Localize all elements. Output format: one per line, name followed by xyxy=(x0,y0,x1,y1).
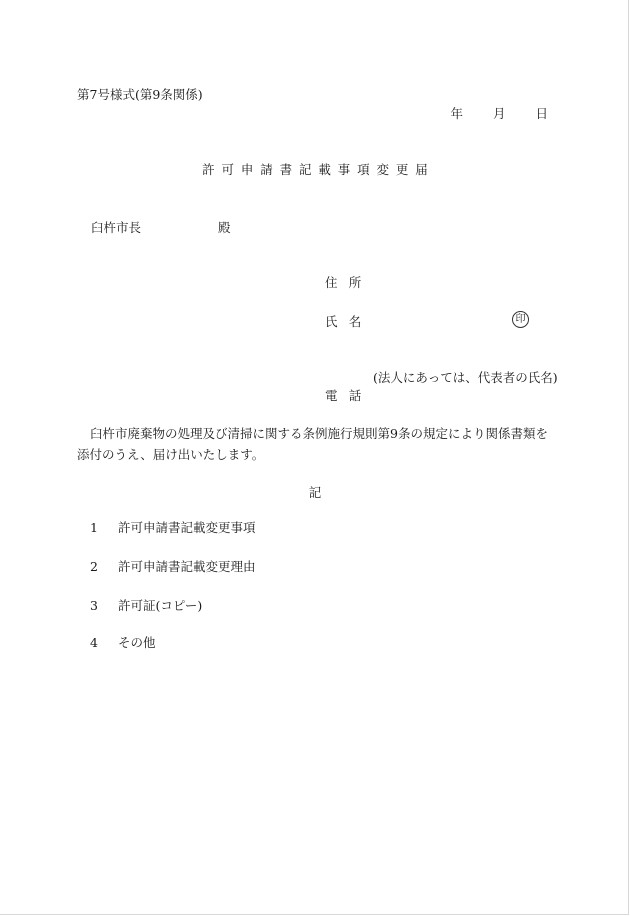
list-item xyxy=(90,596,202,614)
item-number: 2 xyxy=(90,559,98,574)
date-day: 日 xyxy=(535,106,548,121)
item-number: 4 xyxy=(90,635,98,650)
seal-mark: 印 xyxy=(512,311,529,328)
item-text: その他 xyxy=(118,635,156,650)
document-title: 許可申請書記載事項変更届 xyxy=(202,162,435,177)
date-line xyxy=(450,104,548,122)
ki-heading: 記 xyxy=(308,485,322,500)
item-text: 許可申請書記載変更事項 xyxy=(118,520,256,535)
list-item xyxy=(90,633,156,651)
item-number: 1 xyxy=(90,520,98,535)
date-year: 年 xyxy=(450,106,463,121)
addressee-honorific: 殿 xyxy=(218,220,231,235)
form-number: 第7号様式(第9条関係) xyxy=(77,87,203,102)
corporate-note: (法人にあっては、代表者の氏名) xyxy=(373,370,558,385)
body-paragraph: 臼杵市廃棄物の処理及び清掃に関する条例施行規則第9条の規定により関係書類を添付のうえ、届け出いたします。 xyxy=(77,426,548,462)
item-number: 3 xyxy=(90,598,98,613)
list-item xyxy=(90,518,256,536)
phone-label: 電話 xyxy=(325,388,373,403)
name-label: 氏名 xyxy=(325,314,373,329)
addressee-name: 臼杵市長 xyxy=(91,220,142,235)
date-month: 月 xyxy=(492,106,506,121)
item-text: 許可申請書記載変更理由 xyxy=(118,559,256,574)
item-text: 許可証(コピー) xyxy=(118,598,203,613)
address-label: 住所 xyxy=(325,275,373,290)
list-item xyxy=(90,557,256,575)
